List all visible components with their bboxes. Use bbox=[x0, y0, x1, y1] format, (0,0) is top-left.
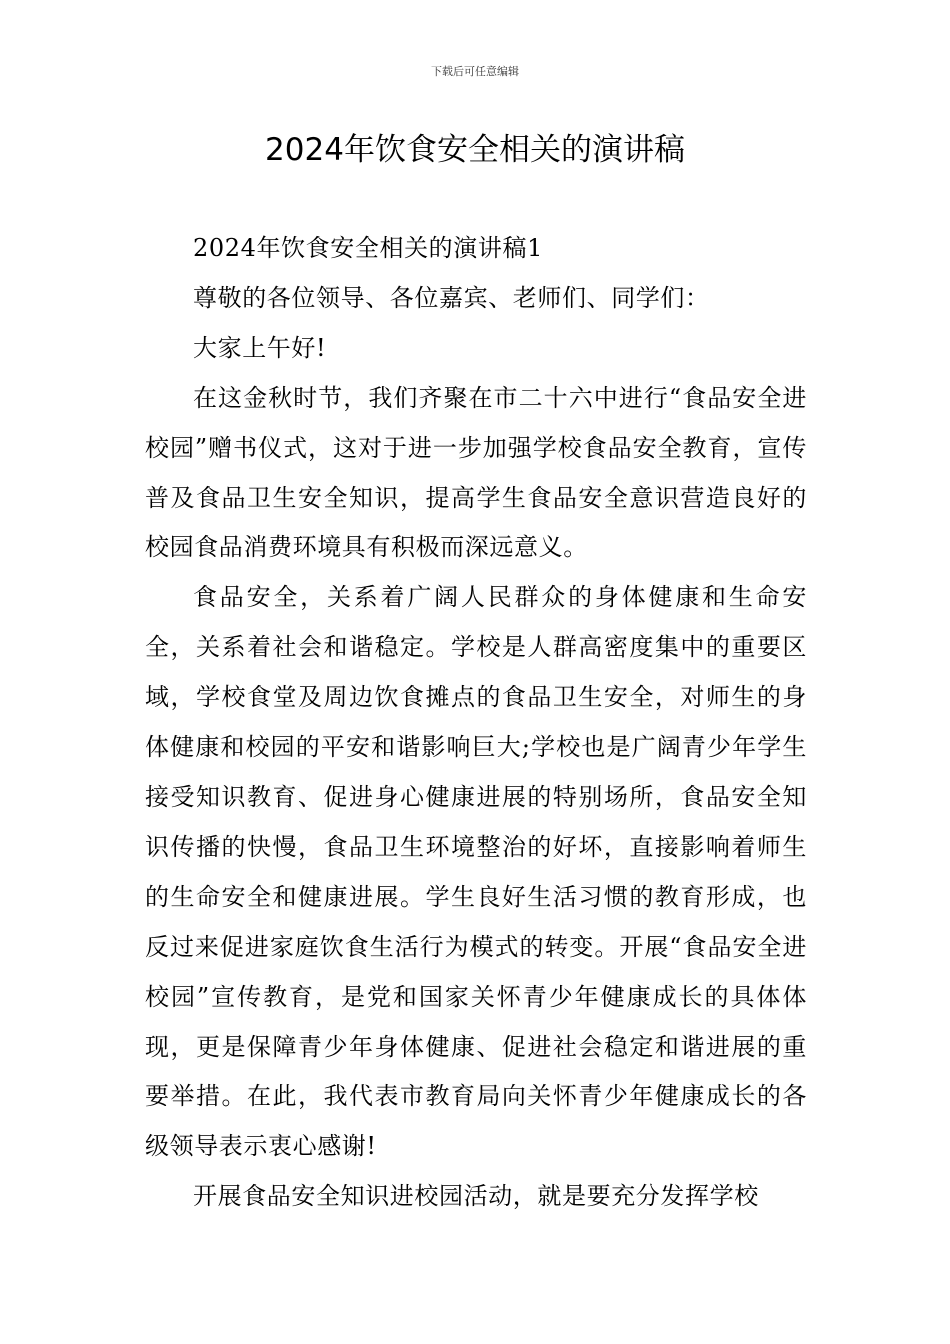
page-header-note: 下载后可任意编辑 bbox=[431, 65, 519, 78]
paragraph-body: 开展食品安全知识进校园活动，就是要充分发挥学校 bbox=[193, 1182, 759, 1211]
paragraph-salutation: 尊敬的各位领导、各位嘉宾、老师们、同学们： bbox=[193, 283, 710, 312]
paragraph-body: 食品安全，关系着广阔人民群众的身体健康和生命安全，关系着社会和谐稳定。学校是人群高密度集中的重要区域，学校食堂及周边饮食摊点的食品卫生安全，对师生的身体健康和校园的平安和谐影响巨大;学校也是广阔青少年学生接受知识教育、促进身心健康进展的特别场所，食品安全知识传播的快慢，食品卫生环境整治的好坏，直接影响着师生的生命安全和健康进展。学生良好生活习惯的教育形成，也反过来促进家庭饮食生活行为模式的转变。开展“食品安全进校园”宣传教育，是党和国家关怀青少年健康成长的具体体现，更是保障青少年身体健康、促进社会稳定和谐进展的重要举措。在此，我代表市教育局向关怀青少年健康成长的各级领导表示衷心感谢! bbox=[145, 583, 807, 1161]
paragraph-body: 在这金秋时节，我们齐聚在市二十六中进行“食品安全进校园”赠书仪式，这对于进一步加强学校食品安全教育，宣传普及食品卫生安全知识，提高学生食品安全意识营造良好的校园食品消费环境具有积极而深远意义。 bbox=[145, 383, 807, 562]
document-title: 2024年饮食安全相关的演讲稿 bbox=[265, 132, 685, 168]
document-body bbox=[145, 224, 807, 1222]
paragraph-subtitle: 2024年饮食安全相关的演讲稿1 bbox=[193, 234, 543, 262]
paragraph-greeting: 大家上午好! bbox=[193, 333, 327, 362]
